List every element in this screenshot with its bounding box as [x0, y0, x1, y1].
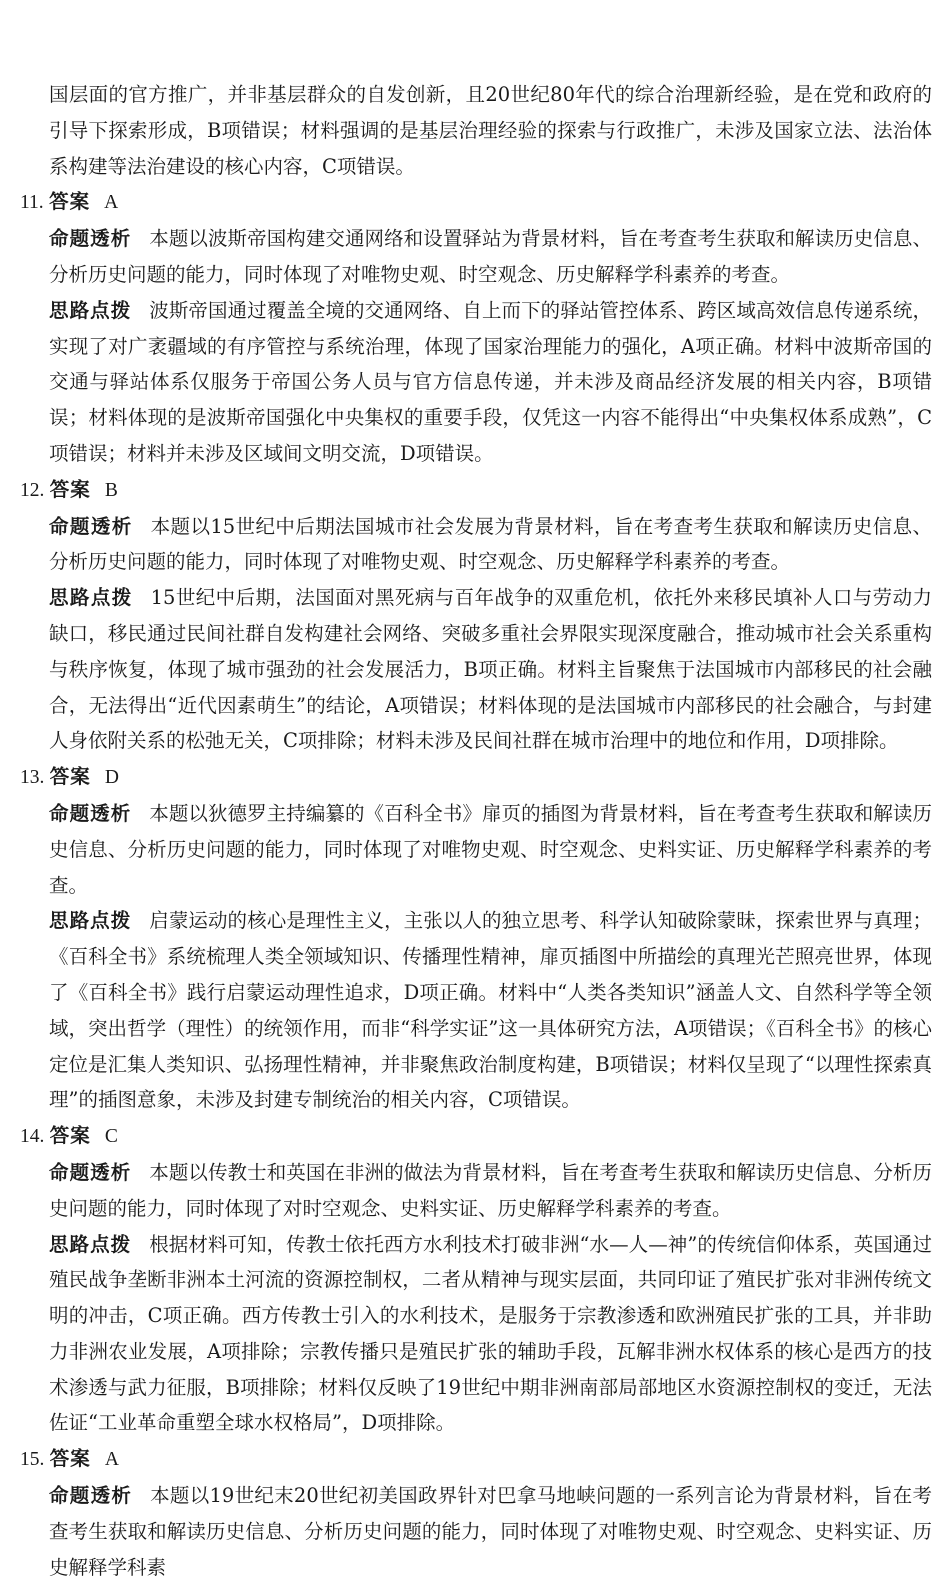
analysis-text: 本题以波斯帝国构建交通网络和设置驿站为背景材料，旨在考查考生获取和解读历史信息、分析历史问题的能力，同时体现了对唯物史观、时空观念、历史解释学科素养的考查。 [49, 227, 932, 286]
question-number: 13. [20, 767, 45, 789]
document-body [20, 77, 932, 1585]
analysis-label: 命题透析 [49, 227, 132, 251]
question-item-12 [20, 472, 932, 759]
answer-label: 答案 [49, 477, 91, 501]
question-item-13 [20, 759, 932, 1118]
question-number: 14. [20, 1126, 45, 1148]
reasoning-paragraph [20, 903, 932, 1118]
question-number: 11. [20, 192, 44, 214]
answer-value: A [104, 192, 119, 214]
analysis-label: 命题透析 [49, 514, 133, 538]
analysis-text: 本题以传教士和英国在非洲的做法为背景材料，旨在考查考生获取和解读历史信息、分析历史问题的能力，同时体现了对时空观念、史料实证、历史解释学科素养的考查。 [49, 1160, 932, 1220]
analysis-text: 本题以19世纪末20世纪初美国政界针对巴拿马地峡问题的一系列言论为背景材料，旨在考查考生获取和解读历史信息、分析历史问题的能力，同时体现了对唯物史观、时空观念、史料实证、历史解释学科素 [49, 1484, 932, 1579]
reasoning-text: 根据材料可知，传教士依托西方水利技术打破非洲“水—人—神”的传统信仰体系，英国通过殖民战争垄断非洲本土河流的资源控制权，二者从精神与现实层面，共同印证了殖民扩张对非洲传统文明的冲击，C项正确。西方传教士引入的水利技术，是服务于宗教渗透和欧洲殖民扩张的工具，并非助力非洲农业发展，A项排除；宗教传播只是殖民扩张的辅助手段，瓦解非洲水权体系的核心是西方的技术渗透与武力征服，B项排除；材料仅反映了19世纪中期非洲南部局部地区水资源控制权的变迁，无法佐证“工业革命重塑全球水权格局”，D项排除。 [49, 1232, 932, 1435]
reasoning-text: 启蒙运动的核心是理性主义，主张以人的独立思考、科学认知破除蒙昧，探索世界与真理；《百科全书》系统梳理人类全领域知识、传播理性精神，扉页插图中所描绘的真理光芒照亮世界，体现了《百科全书》践行启蒙运动理性追求，D项正确。材料中“人类各类知识”涵盖人文、自然科学等全领域，突出哲学（理性）的统领作用，而非“科学实证”这一具体研究方法，A项错误；《百科全书》的核心定位是汇集人类知识、弘扬理性精神，并非聚焦政治制度构建，B项错误；材料仅呈现了“以理性探索真理”的插图意象，未涉及封建专制统治的相关内容，C项错误。 [49, 909, 932, 1112]
reasoning-paragraph [20, 580, 932, 759]
answer-label: 答案 [49, 1124, 91, 1148]
reasoning-label: 思路点拨 [49, 909, 132, 933]
reasoning-label: 思路点拨 [49, 298, 132, 322]
question-number: 12. [20, 479, 45, 501]
answer-line [20, 759, 932, 796]
answer-line [20, 1441, 932, 1478]
answer-value: A [104, 1449, 119, 1471]
analysis-paragraph [20, 1478, 932, 1585]
analysis-label: 命题透析 [49, 1160, 132, 1184]
reasoning-paragraph [20, 293, 932, 472]
reasoning-label: 思路点拨 [49, 586, 133, 610]
question-item-14 [20, 1118, 932, 1441]
answer-label: 答案 [49, 190, 91, 214]
question-item-11 [20, 184, 932, 471]
analysis-paragraph [20, 509, 932, 581]
analysis-label: 命题透析 [49, 1484, 133, 1508]
analysis-paragraph [20, 1155, 932, 1227]
answer-label: 答案 [49, 765, 91, 789]
reasoning-paragraph [20, 1227, 932, 1442]
analysis-paragraph [20, 221, 932, 293]
answer-label: 答案 [49, 1447, 91, 1471]
analysis-text: 本题以15世纪中后期法国城市社会发展为背景材料，旨在考查考生获取和解读历史信息、分析历史问题的能力，同时体现了对唯物史观、时空观念、历史解释学科素养的考查。 [49, 514, 932, 574]
answer-line [20, 1118, 932, 1155]
analysis-paragraph [20, 796, 932, 903]
answer-line [20, 184, 932, 221]
answer-value: C [104, 1126, 118, 1148]
answer-value: D [104, 767, 119, 789]
analysis-label: 命题透析 [49, 801, 132, 825]
reasoning-label: 思路点拨 [49, 1232, 132, 1256]
answer-line [20, 472, 932, 509]
intro-paragraph: 国层面的官方推广，并非基层群众的自发创新，且20世纪80年代的综合治理新经验，是在党和政府的引导下探索形成，B项错误；材料强调的是基层治理经验的探索与行政推广，未涉及国家立法、法治体系构建等法治建设的核心内容，C项错误。 [49, 83, 932, 178]
question-item-15 [20, 1441, 932, 1585]
reasoning-text: 波斯帝国通过覆盖全境的交通网络、自上而下的驿站管控体系、跨区域高效信息传递系统，实现了对广袤疆域的有序管控与系统治理，体现了国家治理能力的强化，A项正确。材料中波斯帝国的交通与驿站体系仅服务于帝国公务人员与官方信息传递，并未涉及商品经济发展的相关内容，B项错误；材料体现的是波斯帝国强化中央集权的重要手段，仅凭这一内容不能得出“中央集权体系成熟”，C项错误；材料并未涉及区域间文明交流，D项错误。 [49, 298, 932, 465]
reasoning-text: 15世纪中后期，法国面对黑死病与百年战争的双重危机，依托外来移民填补人口与劳动力缺口，移民通过民间社群自发构建社会网络、突破多重社会界限实现深度融合，推动城市社会关系重构与秩序恢复，体现了城市强劲的社会发展活力，B项正确。材料主旨聚焦于法国城市内部移民的社会融合，无法得出“近代因素萌生”的结论，A项错误；材料体现的是法国城市内部移民的社会融合，与封建人身依附关系的松弛无关，C项排除；材料未涉及民间社群在城市治理中的地位和作用，D项排除。 [49, 586, 932, 753]
analysis-text: 本题以狄德罗主持编纂的《百科全书》扉页的插图为背景材料，旨在考查考生获取和解读历史信息、分析历史问题的能力，同时体现了对唯物史观、时空观念、史料实证、历史解释学科素养的考查。 [49, 801, 932, 897]
answer-value: B [104, 479, 118, 501]
question-number: 15. [20, 1449, 45, 1471]
